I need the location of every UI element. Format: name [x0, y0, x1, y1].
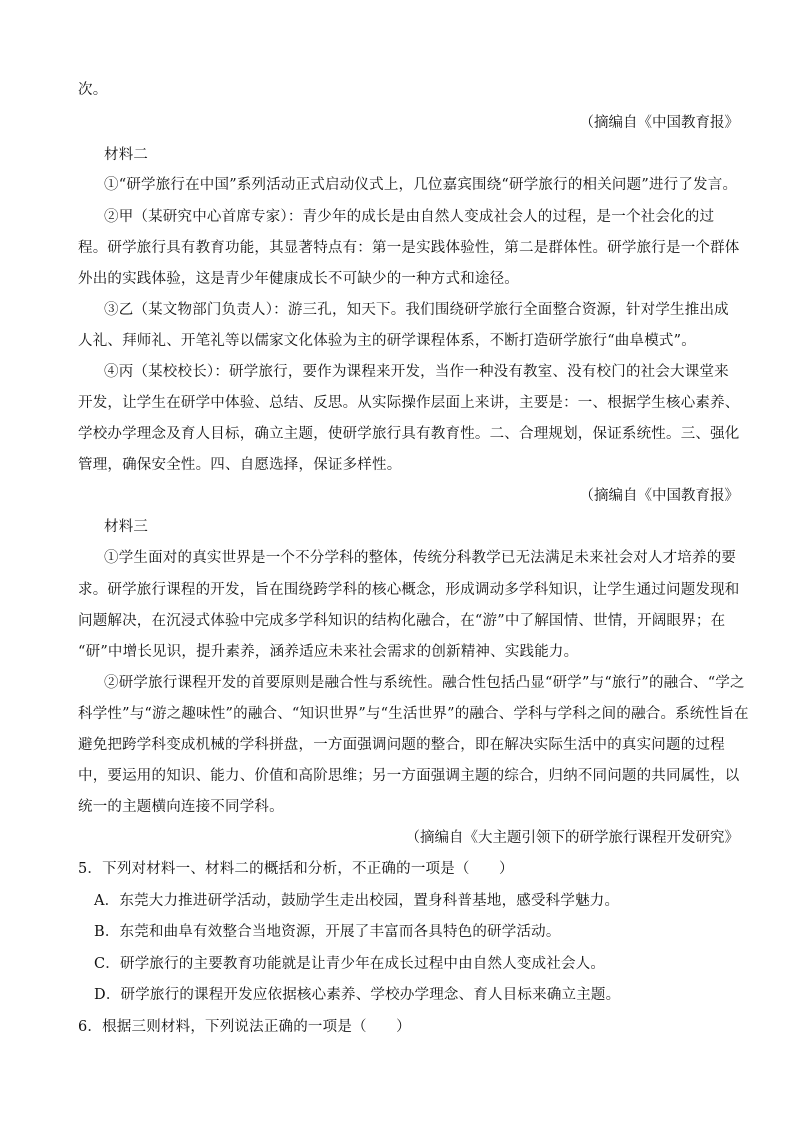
material-2-line: 程。研学旅行具有教育功能，其显著特点有：第一是实践体验性，第二是群体性。研学旅行是一个群体 [78, 240, 740, 256]
material-3-line: 科学性”与“游之趣味性”的融合、“知识世界”与“生活世界”的融合、学科与学科之间的融合。系统性旨在 [78, 706, 749, 722]
material-3-line: ①学生面对的真实世界是一个不分学科的整体，传统分科教学已无法满足未来社会对人才培养的要 [104, 550, 737, 566]
source-citation-1: （摘编自《中国教育报》 [579, 115, 739, 131]
continuation-text: 次。 [78, 82, 108, 98]
material-2-line: ②甲（某研究中心首席专家）：青少年的成长是由自然人变成社会人的过程，是一个社会化的过 [104, 209, 715, 225]
question-5-option-a: A．东莞大力推进研学活动，鼓励学生走出校园，置身科普基地，感受科学魅力。 [94, 893, 620, 909]
material-3-line: ②研学旅行课程开发的首要原则是融合性与系统性。融合性包括凸显“研学”与“旅行”的融合、“学之 [104, 675, 745, 691]
material-2-line: 开发，让学生在研学中体验、总结、反思。从实际操作层面上来讲，主要是：一、根据学生核心素养、 [78, 395, 740, 411]
material-3-line: 统一的主题横向连接不同学科。 [78, 799, 284, 815]
material-2-line: 学校办学理念及育人目标，确立主题，使研学旅行具有教育性。二、合理规划，保证系统性。三、强化 [78, 426, 740, 442]
question-6-stem: 6．根据三则材料，下列说法正确的一项是（ ） [78, 1019, 411, 1035]
material-3-line: 中，要运用的知识、能力、价值和高阶思维；另一方面强调主题的综合，归纳不同问题的共同属性，以 [78, 768, 740, 784]
question-5-option-c: C．研学旅行的主要教育功能就是让青少年在成长过程中由自然人变成社会人。 [94, 956, 606, 972]
material-3-line: 求。研学旅行课程的开发，旨在围绕跨学科的核心概念，形成调动多学科知识，让学生通过问题发现和 [78, 582, 740, 598]
material-2-line: 管理，确保安全性。四、自愿选择，保证多样性。 [78, 457, 402, 473]
material-2-line: 外出的实践体验，这是青少年健康成长不可缺少的一种方式和途径。 [78, 271, 519, 287]
material-2-heading: 材料二 [104, 147, 149, 163]
question-5-option-b: B．东莞和曲阜有效整合当地资源，开展了丰富而各具特色的研学活动。 [94, 924, 561, 940]
question-5-option-d: D．研学旅行的课程开发应依据核心素养、学校办学理念、育人目标来确立主题。 [94, 987, 621, 1003]
material-2-line: ④丙（某校校长）：研学旅行，要作为课程来开发，当作一种没有教室、没有校门的社会大课堂来 [104, 364, 729, 380]
source-citation-3: （摘编自《大主题引领下的研学旅行课程开发研究》 [405, 830, 739, 846]
source-citation-2: （摘编自《中国教育报》 [579, 488, 739, 504]
material-2-line: 人礼、拜师礼、开笔礼等以儒家文化体验为主的研学课程体系，不断打造研学旅行“曲阜模式”。 [78, 333, 696, 349]
material-2-line: ①“研学旅行在中国”系列活动正式启动仪式上，几位嘉宾围绕“研学旅行的相关问题”进行了发言。 [104, 177, 738, 193]
question-5-stem: 5．下列对材料一、材料二的概括和分析，不正确的一项是（ ） [78, 861, 514, 877]
material-3-heading: 材料三 [104, 519, 149, 535]
material-3-line: 避免把跨学科变成机械的学科拼盘，一方面强调问题的整合，即在解决实际生活中的真实问题的过程 [78, 737, 725, 753]
material-2-line: ③乙（某文物部门负责人）：游三孔，知天下。我们围绕研学旅行全面整合资源，针对学生推出成 [104, 302, 729, 318]
material-3-line: “研”中增长见识，提升素养，涵养适应未来社会需求的创新精神、实践能力。 [78, 644, 579, 660]
material-3-line: 问题解决，在沉浸式体验中完成多学科知识的结构化融合，在“游”中了解国情、世情，开阔眼界；在 [78, 613, 726, 629]
